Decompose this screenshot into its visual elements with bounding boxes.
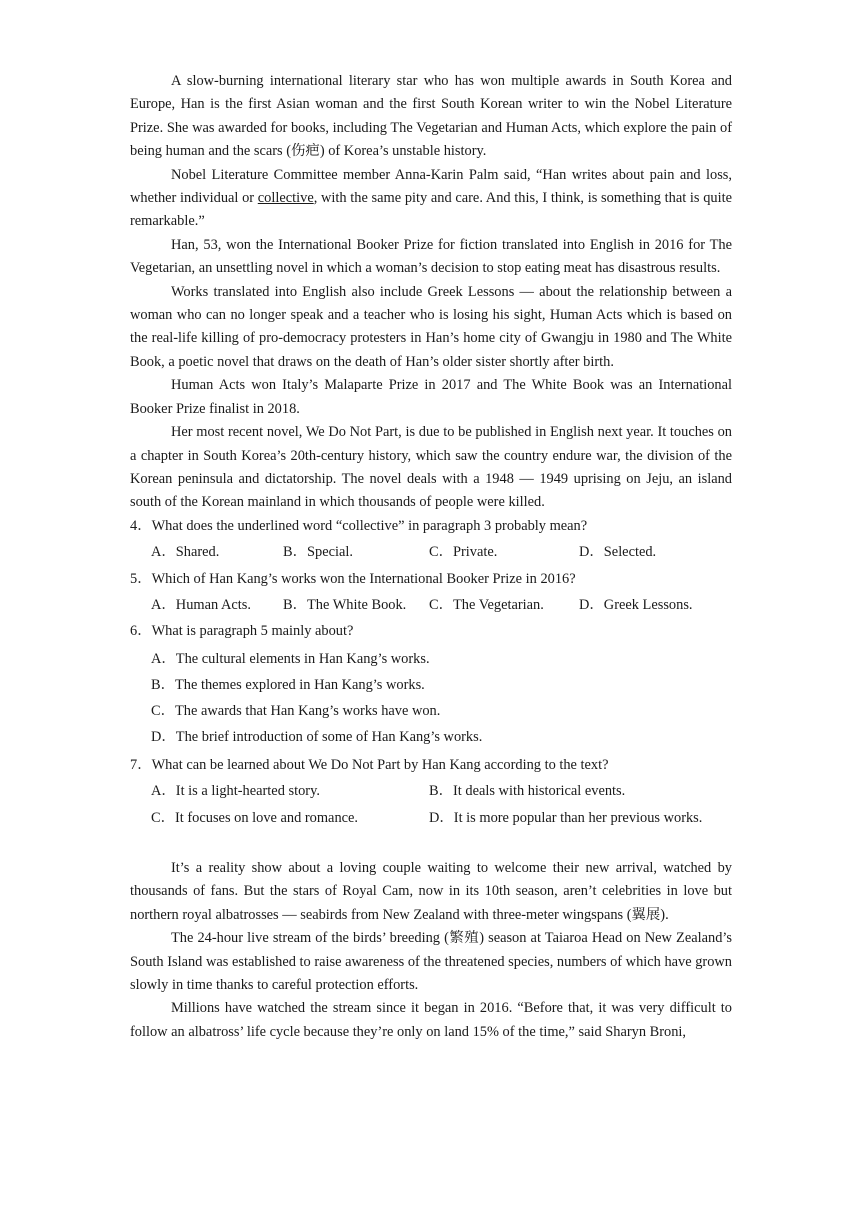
paragraph-text: Nobel Literature Committee member Anna-Karin Palm said, “Han writes about pain and loss, whether individual or	[130, 166, 732, 207]
option-text: Human Acts.	[175, 596, 251, 613]
options	[151, 541, 732, 564]
question-4	[130, 515, 732, 538]
option-text: The Vegetarian.	[453, 596, 544, 613]
option-a[interactable]	[151, 541, 283, 564]
option-b[interactable]	[429, 780, 625, 803]
question-5	[130, 568, 732, 591]
question-6	[130, 620, 732, 643]
question-number: 5．	[130, 570, 152, 587]
option-letter: A．	[151, 544, 176, 561]
option-letter: B．	[283, 544, 307, 561]
paragraph: Millions have watched the stream since it began in 2016. “Before that, it was very difficult to follow an albatross’ life cycle because they’re only on land 15% of the time,” said Sharyn Broni,	[130, 1000, 732, 1040]
option-d[interactable]	[151, 725, 732, 751]
paragraph: Works translated into English also include Greek Lessons — about the relationship between a woman who can no longer speak and a teacher who is losing his sight, Human Acts which is based on the real-life killing of pro-democracy protesters in Han’s home city of Gwangju in 1980 and The White Book, a poetic novel that draws on the death of Han’s older sister shortly after birth.	[130, 283, 732, 370]
passage-2	[130, 857, 732, 1044]
option-letter: C．	[151, 809, 175, 826]
question-text: Which of Han Kang’s works won the International Booker Prize in 2016?	[151, 570, 576, 587]
options	[151, 780, 732, 803]
option-text: Private.	[453, 544, 498, 561]
option-d[interactable]	[579, 541, 656, 564]
question-7	[130, 754, 732, 777]
option-letter: A．	[151, 596, 176, 613]
option-letter: B．	[283, 596, 307, 613]
paragraph	[130, 164, 732, 234]
option-c[interactable]	[429, 541, 579, 564]
option-text: Shared.	[175, 544, 220, 561]
option-text: The White Book.	[307, 596, 407, 613]
option-c[interactable]	[429, 594, 579, 617]
option-text: Selected.	[603, 544, 657, 561]
option-text: Special.	[307, 544, 353, 561]
option-c[interactable]	[151, 699, 732, 725]
exam-page	[130, 70, 732, 1044]
option-a[interactable]	[151, 647, 732, 673]
question-number: 7．	[130, 756, 152, 773]
paragraph: Her most recent novel, We Do Not Part, is due to be published in English next year. It touches on a chapter in South Korea’s 20th-century history, which saw the country endure war, the division of the Korean peninsula and dictatorship. The novel deals with a 1948 — 1949 uprising on Jeju, an island south of the Korean mainland in which thousands of people were killed.	[130, 424, 732, 511]
option-text: The themes explored in Han Kang’s works.	[175, 677, 425, 694]
question-text: What does the underlined word “collective” in paragraph 3 probably mean?	[151, 517, 588, 534]
option-text: The brief introduction of some of Han Kang’s works.	[175, 729, 483, 746]
option-text: The cultural elements in Han Kang’s works.	[175, 651, 430, 668]
options	[151, 647, 732, 751]
option-b[interactable]	[283, 594, 429, 617]
option-text: It is a light-hearted story.	[175, 783, 320, 800]
option-text: It deals with historical events.	[453, 783, 626, 800]
option-letter: D．	[429, 809, 454, 826]
option-d[interactable]	[429, 807, 702, 830]
option-letter: C．	[429, 544, 453, 561]
option-letter: A．	[151, 651, 176, 668]
option-letter: C．	[151, 703, 175, 720]
option-text: The awards that Han Kang’s works have won.	[175, 703, 441, 720]
option-letter: D．	[579, 544, 604, 561]
question-text: What can be learned about We Do Not Part by Han Kang according to the text?	[151, 756, 609, 773]
paragraph-text: , with the same pity and care. And this, I think, is something that is quite remarkable.”	[130, 190, 732, 230]
question-number: 4．	[130, 517, 152, 534]
option-d[interactable]	[579, 594, 693, 617]
paragraph: Han, 53, won the International Booker Prize for fiction translated into English in 2016 for The Vegetarian, an unsettling novel in which a woman’s decision to stop eating meat has disastrous results.	[130, 236, 732, 277]
options	[151, 807, 732, 830]
paragraph: A slow-burning international literary star who has won multiple awards in South Korea and Europe, Han is the first Asian woman and the first South Korean writer to win the Nobel Literature Prize. She was awarded for books, including The Vegetarian and Human Acts, which explore the pain of being human and the scars (伤疤) of Korea’s unstable history.	[130, 73, 732, 160]
options	[151, 594, 732, 617]
question-number: 6．	[130, 623, 152, 640]
option-c[interactable]	[151, 807, 429, 830]
option-text: Greek Lessons.	[603, 596, 693, 613]
option-letter: B．	[151, 677, 175, 694]
passage-1	[130, 70, 732, 515]
paragraph: It’s a reality show about a loving couple waiting to welcome their new arrival, watched by thousands of fans. But the stars of Royal Cam, now in its 10th season, aren’t celebrities in love but northern royal albatrosses — seabirds from New Zealand with three-meter wingspans (翼展).	[130, 859, 732, 923]
option-text: It focuses on love and romance.	[175, 809, 359, 826]
option-letter: D．	[579, 596, 604, 613]
questions	[130, 515, 732, 830]
option-letter: C．	[429, 596, 453, 613]
option-letter: A．	[151, 783, 176, 800]
underlined-word: collective	[257, 190, 314, 207]
option-b[interactable]	[151, 673, 732, 699]
option-b[interactable]	[283, 541, 429, 564]
paragraph: The 24-hour live stream of the birds’ breeding (繁殖) season at Taiaroa Head on New Zealand’s South Island was established to raise awareness of the threatened species, numbers of which have grown slowly in time thanks to careful protection efforts.	[130, 930, 732, 993]
paragraph: Human Acts won Italy’s Malaparte Prize in 2017 and The White Book was an International Booker Prize finalist in 2018.	[130, 377, 732, 417]
option-letter: B．	[429, 783, 453, 800]
option-letter: D．	[151, 729, 176, 746]
option-a[interactable]	[151, 594, 283, 617]
option-text: It is more popular than her previous works.	[453, 809, 703, 826]
question-text: What is paragraph 5 mainly about?	[151, 623, 354, 640]
option-a[interactable]	[151, 780, 429, 803]
section-gap	[130, 833, 732, 857]
